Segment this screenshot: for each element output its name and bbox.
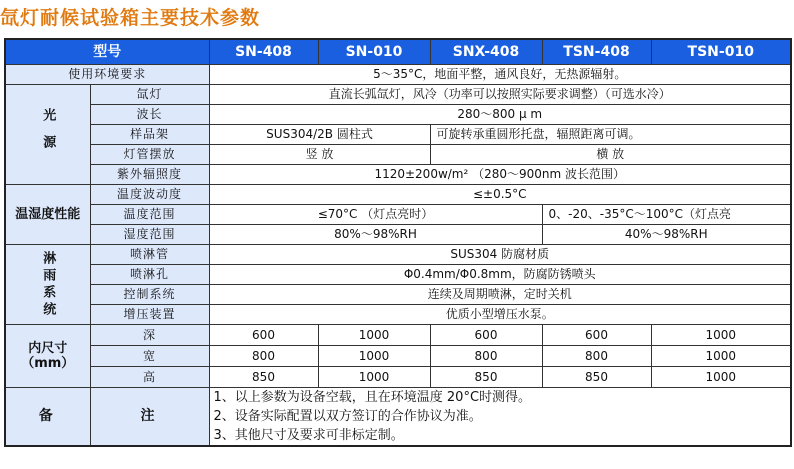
cell-value: 800 [430,346,542,367]
row-label: 温度范围 [90,205,209,225]
row-label: 控制系统 [90,285,209,305]
table-row [5,245,791,265]
cell-value: 1000 [651,346,791,367]
row-value: SUS304/2B 圆柱式 [209,125,430,145]
row-label: 湿度范围 [90,225,209,245]
header-row [5,39,791,65]
row-value: ≤70°C （灯点亮时） [209,205,542,225]
cell-value: 1000 [651,325,791,346]
table-row [5,85,791,105]
table-row [5,145,791,165]
group-label-dims: 内尺寸（mm） [5,325,90,388]
model-col: SN-408 [209,39,318,65]
row-value: 直流长弧氙灯，风冷（功率可以按照实际要求调整）（可选水冷） [209,85,791,105]
row-label: 温度波动度 [90,185,209,205]
cell-value: 600 [430,325,542,346]
row-label: 紫外辐照度 [90,165,209,185]
row-label: 样品架 [90,125,209,145]
row-value: 1120±200w/m² （280～900nm 波长范围） [209,165,791,185]
cell-value: 1000 [318,346,430,367]
row-value: SUS304 防腐材质 [209,245,791,265]
row-label: 氙灯 [90,85,209,105]
table-row [5,225,791,245]
row-value: 优质小型增压水泵。 [209,305,791,325]
cell-value: 800 [542,346,651,367]
cell-value: 850 [430,367,542,388]
notes-label-b: 注 [90,388,209,447]
row-value: Φ0.4mm/Φ0.8mm，防腐防锈喷头 [209,265,791,285]
group-label-spray: 淋雨系统 [5,245,90,325]
cell-value: 1000 [651,367,791,388]
cell-value: 600 [209,325,318,346]
row-label: 使用环境要求 [5,65,209,85]
row-label: 深 [90,325,209,346]
model-col: SNX-408 [430,39,542,65]
group-label-temphum: 温湿度性能 [5,185,90,245]
table-row [5,367,791,388]
row-label: 喷淋管 [90,245,209,265]
row-value: ≤±0.5°C [209,185,791,205]
row-value: 40%～98%RH [542,225,791,245]
model-col: TSN-010 [651,39,791,65]
notes-text [209,388,791,447]
env-row [5,65,791,85]
spec-table [4,38,792,447]
table-row [5,205,791,225]
table-row [5,265,791,285]
notes-row [5,388,791,447]
row-label: 灯管摆放 [90,145,209,165]
table-row [5,285,791,305]
page-title: 氙灯耐候试验箱主要技术参数 [0,7,261,29]
cell-value: 850 [542,367,651,388]
cell-value: 800 [209,346,318,367]
table-row [5,105,791,125]
cell-value: 850 [209,367,318,388]
cell-value: 1000 [318,367,430,388]
row-value: 80%～98%RH [209,225,542,245]
table-row [5,185,791,205]
table-row [5,305,791,325]
row-label: 波长 [90,105,209,125]
group-label-light: 光源 [5,85,90,185]
row-value: 竖 放 [209,145,430,165]
note-line: 3、其他尺寸及要求可非标定制。 [213,428,404,443]
row-value: 可旋转承重圆形托盘，辐照距离可调。 [430,125,791,145]
row-value: 5～35°C，地面平整，通风良好，无热源辐射。 [209,65,791,85]
table-row [5,165,791,185]
row-value: 横 放 [430,145,791,165]
model-col: SN-010 [318,39,430,65]
row-value: 0、-20、-35°C～100°C（灯点亮 [542,205,791,225]
row-label: 高 [90,367,209,388]
table-row [5,346,791,367]
row-value: 280～800 μ m [209,105,791,125]
table-row [5,325,791,346]
note-line: 1、以上参数为设备空载，且在环境温度 20°C时测得。 [213,390,532,405]
cell-value: 600 [542,325,651,346]
model-header: 型号 [5,39,209,65]
row-label: 增压装置 [90,305,209,325]
model-col: TSN-408 [542,39,651,65]
cell-value: 1000 [318,325,430,346]
table-row [5,125,791,145]
note-line: 2、设备实际配置以双方签订的合作协议为准。 [213,409,482,424]
row-label: 喷淋孔 [90,265,209,285]
row-value: 连续及周期喷淋，定时关机 [209,285,791,305]
row-label: 宽 [90,346,209,367]
notes-label-a: 备 [5,388,90,447]
